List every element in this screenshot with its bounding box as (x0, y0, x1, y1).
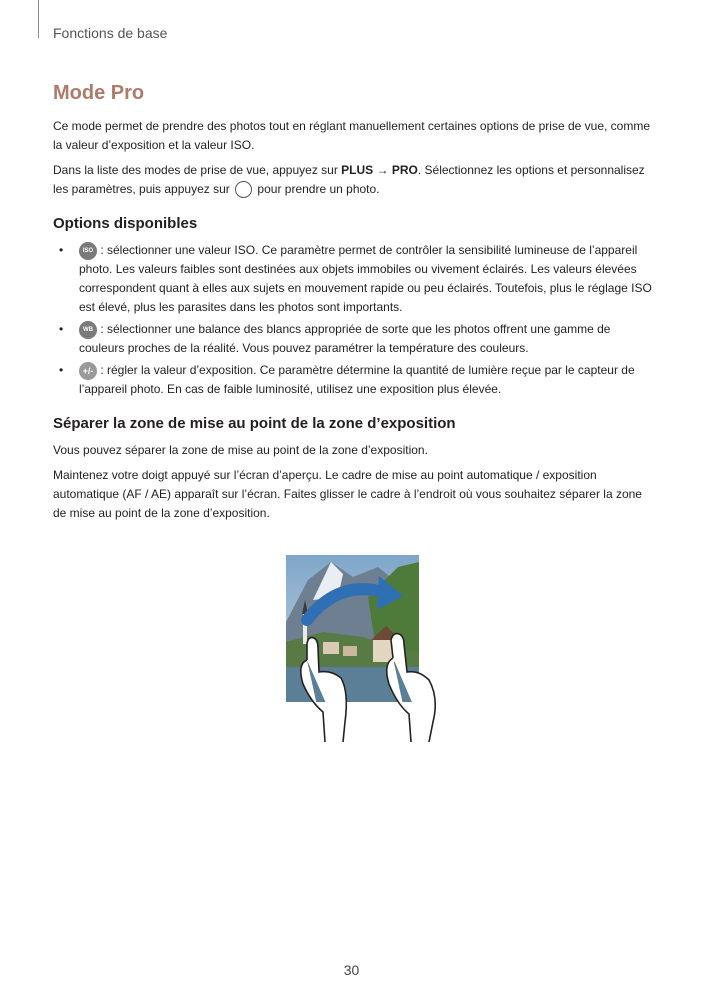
separate-paragraph-1: Vous pouvez séparer la zone de mise au point de la zone d’exposition. (53, 443, 428, 457)
intro-paragraph-1: Ce mode permet de prendre des photos tout en réglant manuellement certaines options de prise de vue, comme la valeur d’exposition et la valeur ISO. (53, 119, 651, 152)
options-list (53, 241, 653, 399)
white-balance-icon: WB (79, 321, 97, 339)
arrow-glyph: → (373, 163, 392, 177)
page-content (53, 82, 653, 529)
option-exposure (53, 361, 653, 399)
separate-heading: Séparer la zone de mise au point de la zone d’exposition (53, 415, 456, 432)
plus-label: PLUS (341, 163, 374, 177)
photo-house-2 (343, 646, 357, 656)
option-wb (53, 320, 653, 358)
intro-paragraph-2 (53, 161, 653, 199)
page-number: 30 (343, 962, 360, 978)
bullet: • (59, 363, 64, 377)
intro-text-after: pour prendre un photo. (254, 182, 380, 196)
bullet: • (59, 243, 64, 257)
shutter-icon (235, 181, 252, 198)
running-header: Fonctions de base (53, 25, 168, 41)
margin-rule (38, 0, 39, 38)
option-iso-text: : sélectionner une valeur ISO. Ce paramètre permet de contrôler la sensibilité lumineuse de l’appareil photo. Les valeurs faibles sont destinées aux objets immobiles ou vivement éclairés. Les valeurs élevées correspondent quant à elles aux sujets en mouvement rapide ou peu éclairés. Toutefois, plus le réglage ISO est élevé, plus les parasites dans les photos sont importants. (79, 243, 652, 314)
option-exposure-text: : régler la valeur d’exposition. Ce paramètre détermine la quantité de lumière reçue par le capteur de l’appareil photo. En cas de faible luminosité, utilisez une exposition plus élevée. (79, 363, 635, 396)
intro-text-middle: . Sélectionnez les options et personnalisez les paramètres, puis appuyez sur (53, 163, 645, 196)
bullet: • (59, 322, 64, 336)
page-title: Mode Pro (53, 82, 145, 104)
illustration-af-ae-separation (283, 552, 473, 744)
landscape-illustration (283, 552, 473, 744)
separate-paragraph-2: Maintenez votre doigt appuyé sur l’écran d’aperçu. Le cadre de mise au point automatique / exposition automatique (AF / AE) apparaît sur l’écran. Faites glisser le cadre à l’endroit où vous souhaitez séparer la zone de mise au point de la zone d’exposition. (53, 468, 642, 520)
exposure-icon: +/- (79, 362, 97, 380)
intro-text-before: Dans la liste des modes de prise de vue, appuyez sur (53, 163, 342, 177)
option-iso (53, 241, 653, 317)
photo-house-1 (323, 642, 339, 654)
iso-icon: ISO (79, 242, 97, 260)
options-heading: Options disponibles (53, 215, 198, 232)
pro-label: PRO (391, 163, 418, 177)
option-wb-text: : sélectionner une balance des blancs appropriée de sorte que les photos offrent une gamme de couleurs proches de la réalité. Vous pouvez paramétrer la température des couleurs. (79, 322, 611, 355)
